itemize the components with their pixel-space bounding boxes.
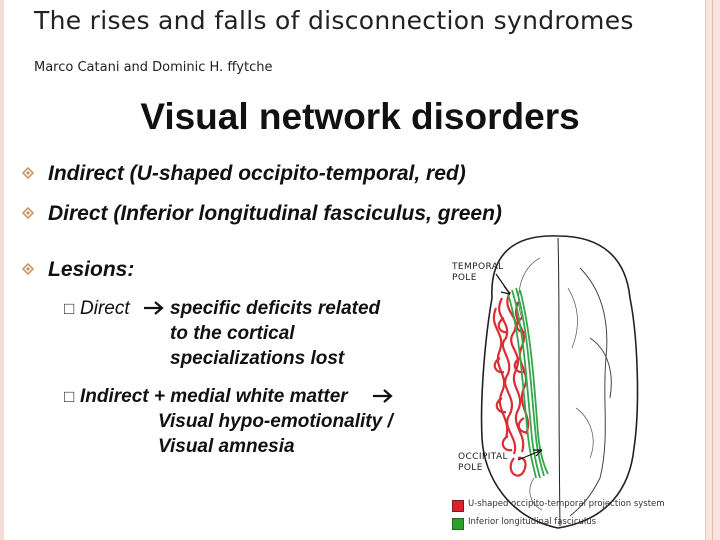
legend-item-u-shaped (452, 499, 692, 513)
sub-item-indirect-line3: Visual amnesia (158, 436, 295, 457)
bullet-direct: Direct (Inferior longitudinal fasciculus, green) (48, 202, 502, 225)
sub-item-direct-line3: specializations lost (170, 348, 345, 369)
paper-authors: Marco Catani and Dominic H. ffytche (34, 60, 273, 75)
temporal-pole-label-1: TEMPORAL (452, 262, 504, 272)
arrow-right-icon (142, 298, 166, 323)
occipital-pole-label-2: POLE (458, 463, 483, 473)
sub-item-indirect-lead: Indirect + medial white matter (80, 386, 348, 407)
legend-swatch-red (452, 500, 464, 512)
legend-label: U-shaped occipito-temporal projection system (468, 499, 665, 509)
sub-item-direct-lead: Direct (80, 298, 130, 319)
sub-item-direct-line1: specific deficits related (170, 298, 381, 319)
temporal-pole-label-2: POLE (452, 273, 477, 283)
right-border-stripe (705, 0, 720, 540)
bullet-indirect: Indirect (U-shaped occipito-temporal, red) (48, 162, 466, 185)
bullet-icon (22, 167, 34, 179)
legend-label: Inferior longitudinal fasciculus (468, 517, 597, 527)
occipital-pole-label-1: OCCIPITAL (458, 452, 508, 462)
bullet-lesions: Lesions: (48, 258, 135, 281)
legend-swatch-green (452, 518, 464, 530)
slide-title: Visual network disorders (140, 96, 580, 137)
bullet-icon (22, 263, 34, 275)
sub-item-direct-line2: to the cortical (170, 323, 295, 344)
checkbox-glyph: □ (64, 387, 75, 406)
bullet-icon (22, 207, 34, 219)
sub-item-indirect-line2: Visual hypo-emotionality / (158, 411, 393, 432)
left-border-stripe (0, 0, 4, 540)
checkbox-glyph: □ (64, 299, 75, 318)
paper-title: The rises and falls of disconnection syndromes (34, 6, 634, 35)
arrow-right-icon (371, 386, 395, 411)
legend-item-ilf (452, 517, 692, 531)
